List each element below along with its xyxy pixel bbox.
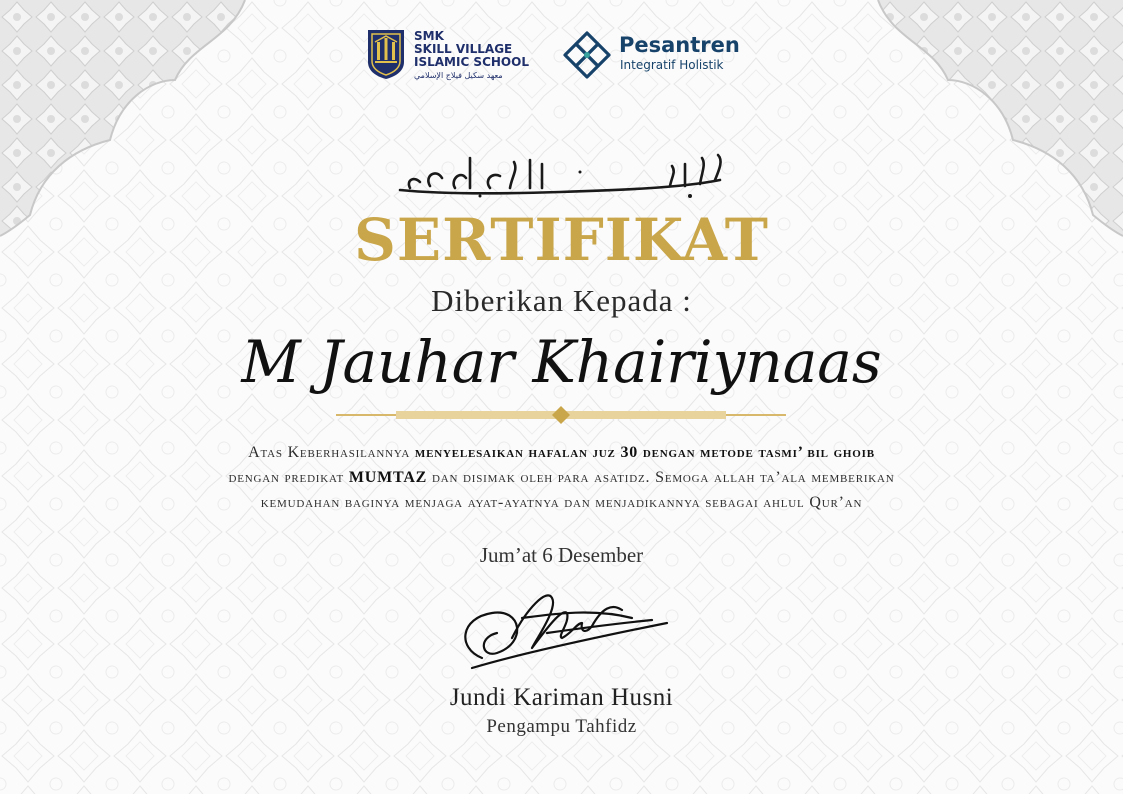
predicate-mumtaz: MUMTAZ (348, 469, 428, 486)
smk-logo (366, 28, 541, 83)
body-line-1 (80, 440, 1043, 465)
pesantren-tagline: Integratif Holistik (620, 58, 724, 72)
school-crest-icon (366, 28, 406, 80)
body-line-1-bold: menyelesaikan hafalan juz 30 dengan metode tasmi’ bil ghoib (414, 444, 875, 461)
body-line-2-suffix: dan disimak oleh para asatidz. Semoga allah ta’ala memberikan (427, 469, 895, 486)
signature (452, 578, 672, 683)
smk-logo-arabic: معهد سكيل فيلاج الإسلامي (414, 71, 503, 80)
signer-role: Pengampu Tahfidz (486, 716, 637, 737)
body-line-2-prefix: dengan predikat (228, 469, 349, 486)
body-line-3: kemudahan baginya menjaga ayat-ayatnya dan menjadikannya sebagai ahlul Qur’an (260, 494, 863, 511)
smk-logo-line3: ISLAMIC SCHOOL (414, 55, 529, 69)
name-divider (336, 406, 786, 424)
smk-logo-line2: SKILL VILLAGE (414, 42, 513, 56)
certificate-subtitle: Diberikan Kepada : (431, 283, 692, 318)
pesantren-logo (562, 30, 762, 82)
body-line-2 (80, 465, 1043, 490)
recipient-name: M Jauhar Khairiynaas (241, 328, 882, 396)
smk-logo-line1: SMK (414, 29, 444, 43)
certificate-body (80, 440, 1043, 515)
pesantren-name: Pesantren (619, 33, 740, 57)
certificate-title: SERTIFIKAT (354, 206, 769, 274)
certificate-date: Jum’at 6 Desember (479, 543, 644, 567)
header-logos (360, 26, 780, 86)
body-line-1-prefix: Atas Keberhasilannya (248, 444, 415, 461)
basmala-calligraphy (380, 150, 743, 200)
signer-name: Jundi Kariman Husni (449, 684, 674, 711)
pesantren-knot-icon (562, 30, 612, 80)
